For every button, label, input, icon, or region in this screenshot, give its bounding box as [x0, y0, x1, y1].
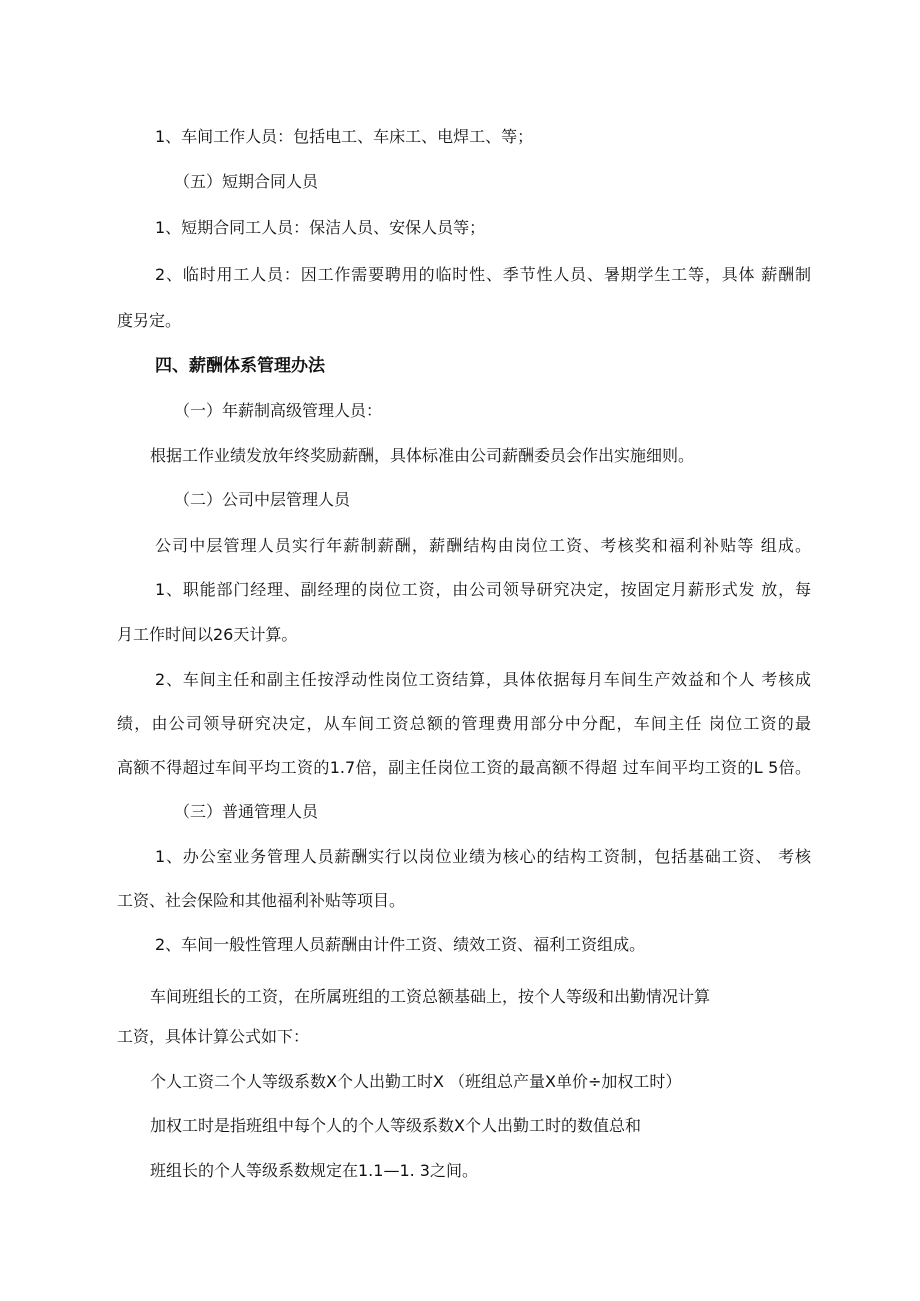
para-office-managers: 1、办公室业务管理人员薪酬实行以岗位业绩为核心的结构工资制，包括基础工资、 考核 — [155, 847, 811, 866]
para-office-managers-cont: 工资、社会保险和其他福利补贴等项目。 — [117, 891, 406, 910]
section-heading-salary-system: 四、薪酬体系管理办法 — [155, 356, 325, 376]
para-team-leader-wage-cont: 工资，具体计算公式如下： — [117, 1027, 310, 1046]
para-workshop-directors: 2、车间主任和副主任按浮动性岗位工资结算，具体依据每月车间生产效益和个人 考核成 — [155, 670, 811, 689]
para-annual-bonus: 根据工作业绩发放年终奖励薪酬，具体标准由公司薪酬委员会作出实施细则。 — [150, 446, 695, 465]
subheading-annual-senior: （一）年薪制高级管理人员： — [174, 401, 383, 420]
para-temporary-staff-cont: 度另定。 — [117, 311, 182, 330]
para-weighted-hours: 加权工时是指班组中每个人的个人等级系数X个人出勤工时的数值总和 — [150, 1116, 641, 1135]
para-dept-managers: 1、职能部门经理、副经理的岗位工资，由公司领导研究决定，按固定月薪形式发 放，每 — [155, 580, 811, 599]
para-workshop-directors-cont2: 高额不得超过车间平均工资的1.7倍，副主任岗位工资的最高额不得超 过车间平均工资的L 5倍。 — [117, 758, 811, 777]
para-middle-managers: 公司中层管理人员实行年薪制薪酬，薪酬结构由岗位工资、考核奖和福利补贴等 组成。 — [155, 536, 811, 555]
subheading-middle-managers: （二）公司中层管理人员 — [174, 490, 351, 509]
para-temporary-staff: 2、临时用工人员：因工作需要聘用的临时性、季节性人员、暑期学生工等，具体 薪酬制 — [155, 265, 811, 284]
subheading-general-managers: （三）普通管理人员 — [174, 802, 319, 821]
subheading-short-term-contract: （五）短期合同人员 — [174, 172, 319, 191]
formula-personal-wage: 个人工资二个人等级系数X个人出勤工时X （班组总产量X单价÷加权工时） — [150, 1072, 682, 1091]
para-short-term-contract-staff: 1、短期合同工人员：保洁人员、安保人员等； — [155, 218, 486, 237]
para-team-leader-coefficient: 班组长的个人等级系数规定在1.1—1. 3之间。 — [150, 1161, 478, 1180]
para-dept-managers-cont: 月工作时间以26天计算。 — [117, 625, 298, 644]
para-workshop-staff: 1、车间工作人员：包括电工、车床工、电焊工、等； — [155, 127, 534, 146]
para-team-leader-wage: 车间班组长的工资，在所属班组的工资总额基础上，按个人等级和出勤情况计算 — [150, 987, 711, 1006]
para-workshop-general-managers: 2、车间一般性管理人员薪酬由计件工资、绩效工资、福利工资组成。 — [155, 935, 646, 954]
para-workshop-directors-cont1: 绩，由公司领导研究决定，从车间工资总额的管理费用部分中分配，车间主任 岗位工资的最 — [117, 714, 811, 733]
